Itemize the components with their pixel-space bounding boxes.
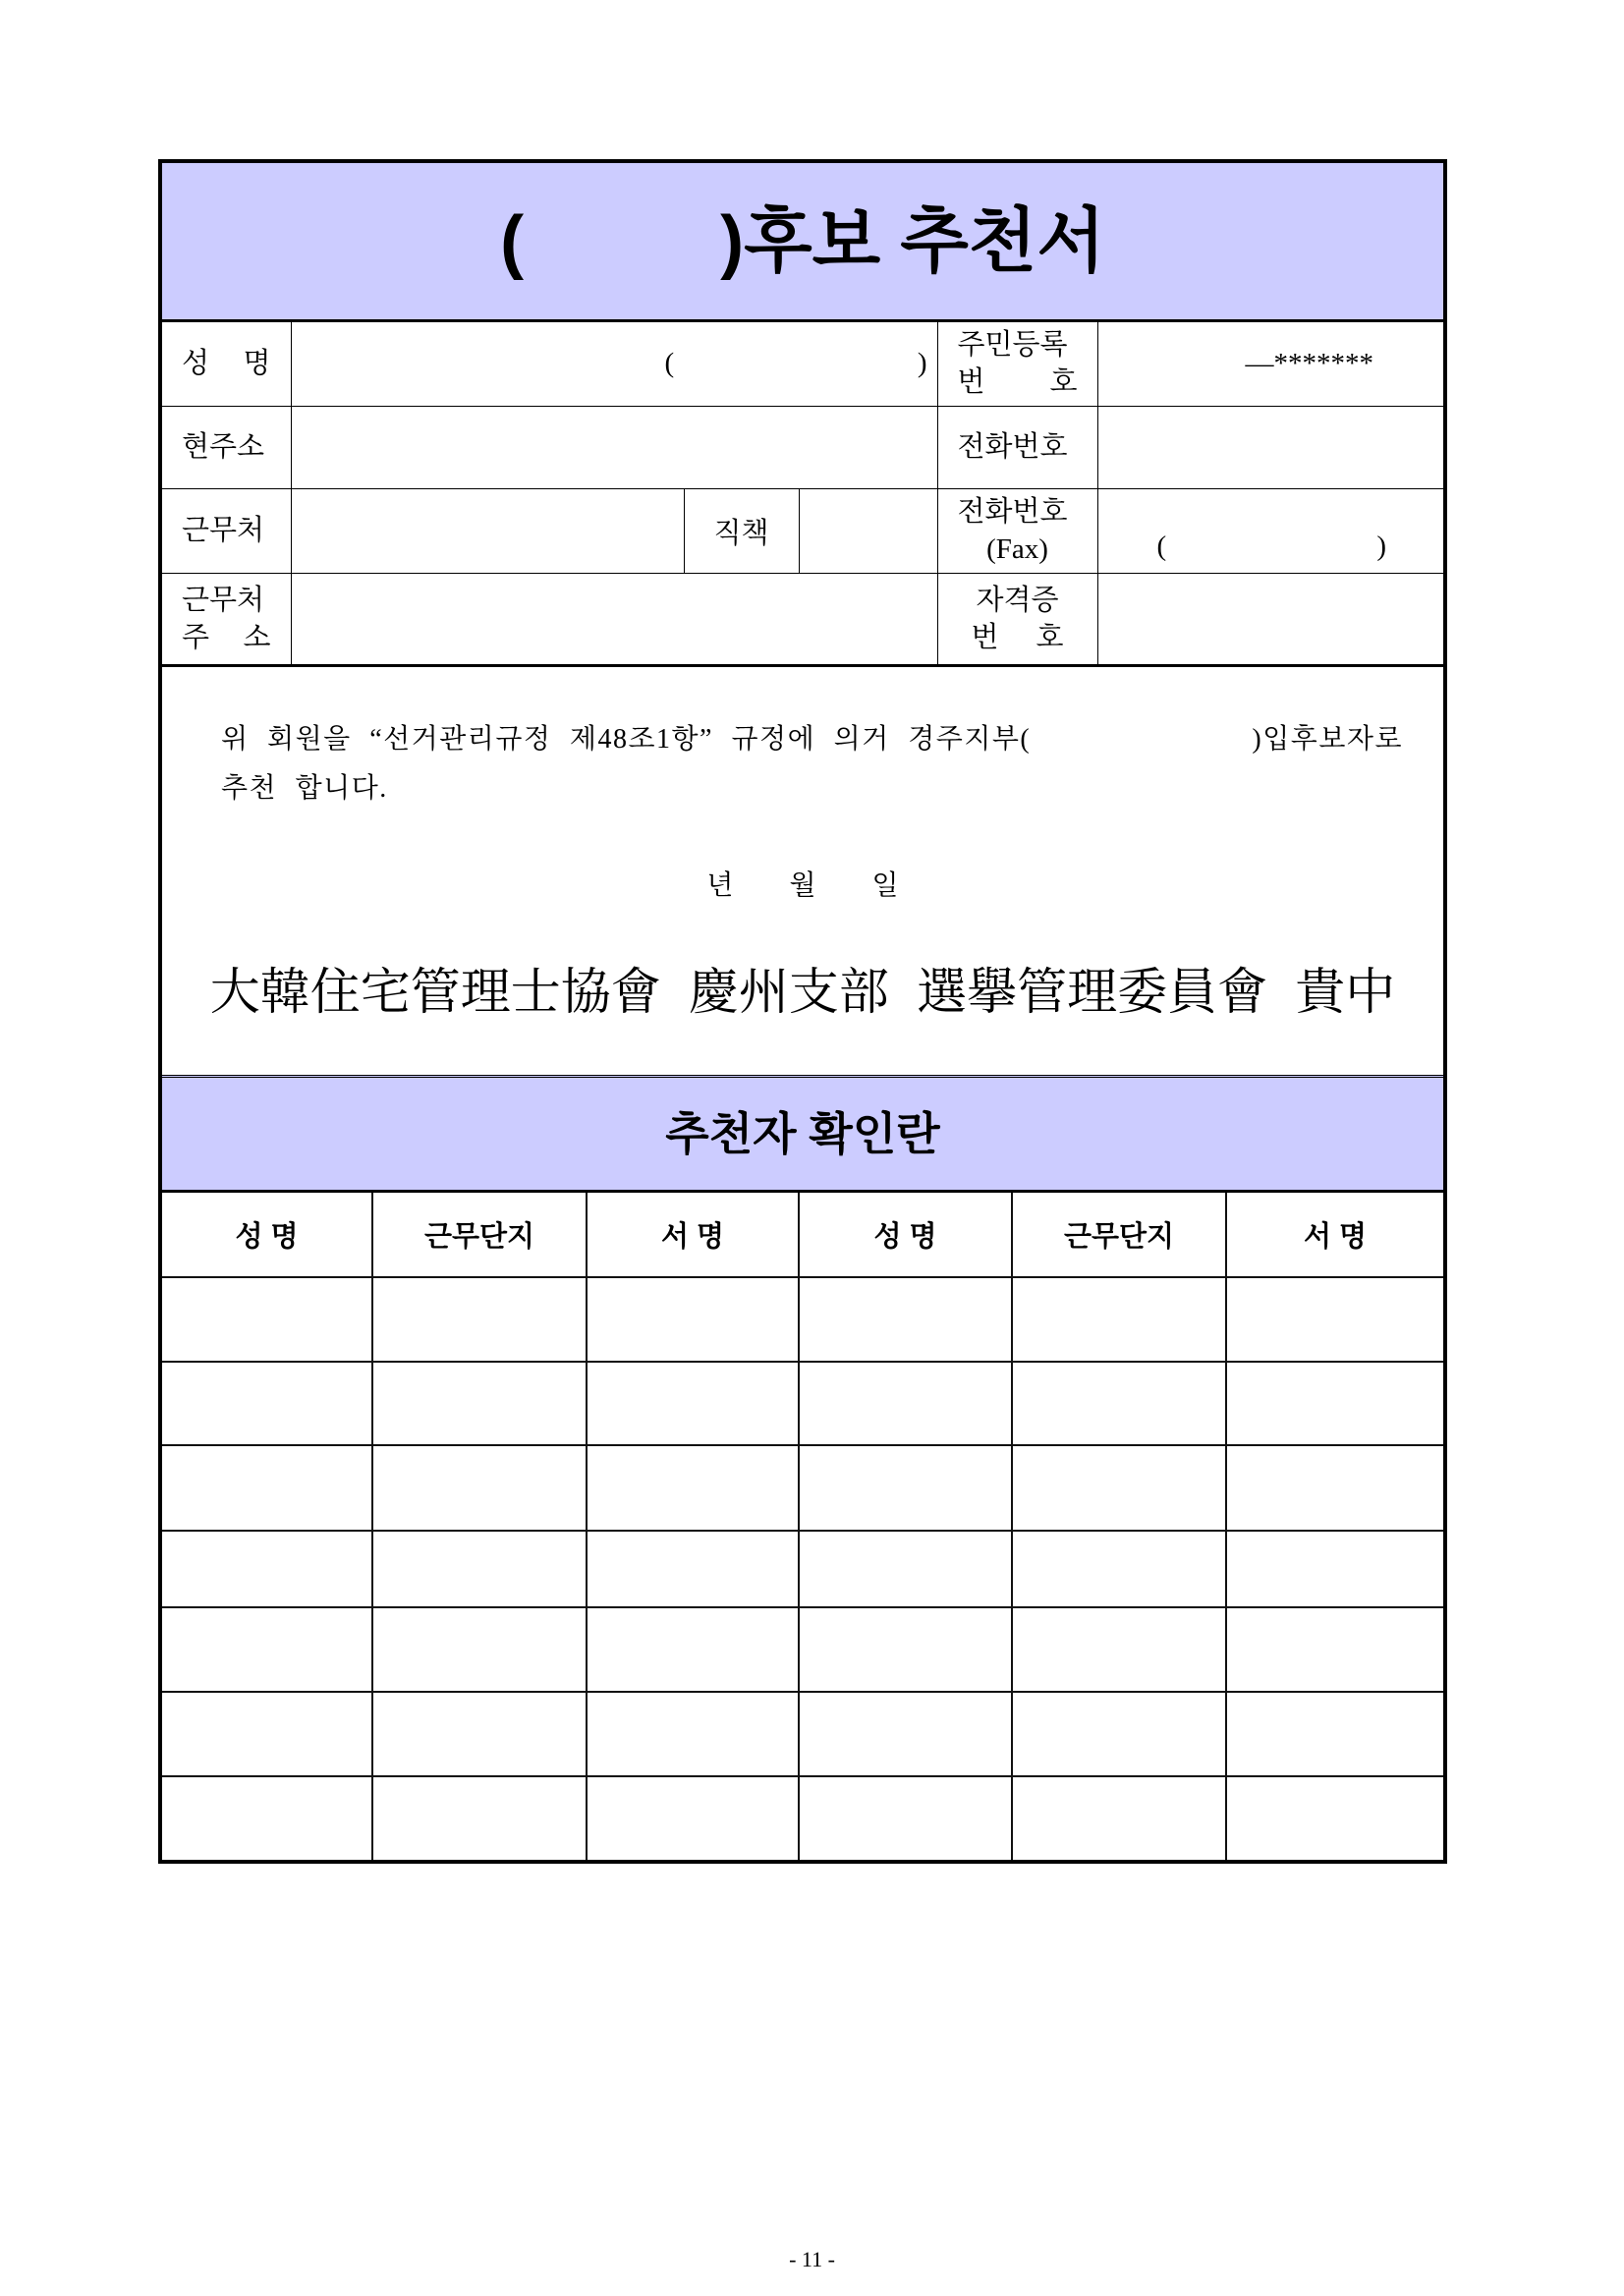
date-line: 년 월 일 [706,870,899,901]
recommender-complex-cell [372,1692,587,1776]
candidate-info-section [162,322,1443,664]
recommender-row [162,1607,1443,1692]
fax-field [1097,488,1443,573]
name-label: 성 명 [182,348,271,380]
recommender-complex-cell [372,1607,587,1692]
recommender-complex-cell [372,1277,587,1362]
recommenders-section [162,1193,1443,1860]
resident-number-value: —******* [1097,322,1443,406]
phone-label-cell [937,406,1097,488]
recommender-complex-cell [372,1362,587,1445]
recommender-name-cell [162,1445,372,1531]
recommender-signature-cell [1226,1362,1443,1445]
resident-number-label-line2: 번 호 [957,366,1078,399]
info-row-workplace-address [162,573,1443,664]
recommender-signature-cell [1226,1607,1443,1692]
recommender-row [162,1692,1443,1776]
recommender-complex-cell [1012,1277,1226,1362]
recommender-name-cell [162,1776,372,1860]
candidate-info-table [162,322,1443,664]
recommender-signature-cell [587,1692,799,1776]
recommender-signature-cell [1226,1531,1443,1607]
resident-number-label-cell [937,322,1097,406]
workplace-label: 근무처 [182,515,265,546]
address-label-cell [162,406,291,488]
recommender-signature-cell [587,1776,799,1860]
recommender-row [162,1277,1443,1362]
address-label: 현주소 [182,431,265,463]
fax-paren-open: ( [1156,530,1167,562]
recommender-complex-cell [1012,1776,1226,1860]
recommendation-form [158,159,1447,1864]
info-row-address [162,406,1443,488]
license-number-label-line2: 번 호 [971,621,1064,653]
recommender-complex-cell [1012,1531,1226,1607]
column-header-signature: 서 명 [1226,1193,1443,1277]
info-row-workplace [162,488,1443,573]
recommenders-title: 추천자 확인란 [665,1108,940,1159]
statement-line-2: 추천 합니다. [221,773,388,804]
name-field [291,322,937,406]
recommender-complex-cell [1012,1362,1226,1445]
info-row-name [162,322,1443,406]
workplace-address-field [291,573,937,664]
column-header-name: 성 명 [235,1221,299,1253]
recommender-name-cell [799,1776,1012,1860]
recommender-signature-cell [1226,1692,1443,1776]
name-paren-close: ) [917,347,927,379]
workplace-field [291,488,684,573]
recommender-signature-cell [1226,1445,1443,1531]
recommender-complex-cell [372,1776,587,1860]
recommender-name-cell [799,1277,1012,1362]
recommender-complex-cell [1012,1445,1226,1531]
name-paren-open: ( [664,347,675,379]
recommenders-title-band [162,1075,1443,1193]
branch-blank [1031,719,1252,760]
recommender-signature-cell [587,1607,799,1692]
resident-number-label-line1: 주민등록 [957,329,1068,362]
recommender-name-cell [162,1277,372,1362]
recommender-complex-cell [1012,1692,1226,1776]
recommender-signature-cell [587,1445,799,1531]
recommender-name-cell [162,1607,372,1692]
recommender-name-cell [162,1531,372,1607]
workplace-label-cell [162,488,291,573]
addressee: 大韓住宅管理士協會 慶州支部 選擧管理委員會 貴中 [209,964,1396,1020]
recommender-name-cell [799,1692,1012,1776]
statement-line-1-start: 위 회원을 “선거관리규정 제48조1항” 규정에 의거 경주지부( [221,724,1032,755]
license-number-label-line1: 자격증 [976,584,1059,616]
column-header-name: 성 명 [799,1193,1012,1277]
recommendation-statement [162,664,1443,1075]
form-title-band [162,163,1443,322]
statement-line-1-end: )입후보자로 [1252,724,1403,755]
column-header-signature: 서 명 [587,1193,799,1277]
recommender-signature-cell [587,1362,799,1445]
column-header-complex: 근무단지 [1012,1193,1226,1277]
position-label: 직책 [684,488,799,573]
page-number: - 11 - [789,2247,835,2271]
recommender-signature-cell [1226,1776,1443,1860]
fax-label-cell [937,488,1097,573]
recommender-name-cell [162,1362,372,1445]
recommender-name-cell [162,1692,372,1776]
recommender-complex-cell [372,1445,587,1531]
recommender-name-cell [799,1445,1012,1531]
position-field [799,488,937,573]
recommender-complex-cell [372,1531,587,1607]
fax-label-line2: (Fax) [986,533,1048,565]
recommender-name-cell [799,1531,1012,1607]
form-title: ( )후보 추천서 [500,201,1105,281]
recommender-signature-cell [587,1531,799,1607]
recommenders-table [162,1193,1443,1860]
license-number-field [1097,573,1443,664]
recommender-name-cell [799,1362,1012,1445]
workplace-address-label-cell [162,573,291,664]
recommender-complex-cell [1012,1607,1226,1692]
recommender-name-cell [799,1607,1012,1692]
phone-label: 전화번호 [957,431,1068,463]
recommender-row [162,1445,1443,1531]
address-field [291,406,937,488]
recommenders-header-row [162,1193,1443,1277]
phone-field [1097,406,1443,488]
fax-paren-close: ) [1376,530,1387,562]
license-number-label-cell [937,573,1097,664]
recommender-row [162,1776,1443,1860]
column-header-complex: 근무단지 [372,1193,587,1277]
name-label-cell [162,322,291,406]
fax-label-line1: 전화번호 [957,496,1068,528]
workplace-address-label-line2: 주 소 [182,621,271,653]
recommender-signature-cell [1226,1277,1443,1362]
recommender-row [162,1362,1443,1445]
recommender-signature-cell [587,1277,799,1362]
recommender-row [162,1531,1443,1607]
statement-line-1 [221,719,1403,760]
workplace-address-label-line1: 근무처 [182,584,265,616]
